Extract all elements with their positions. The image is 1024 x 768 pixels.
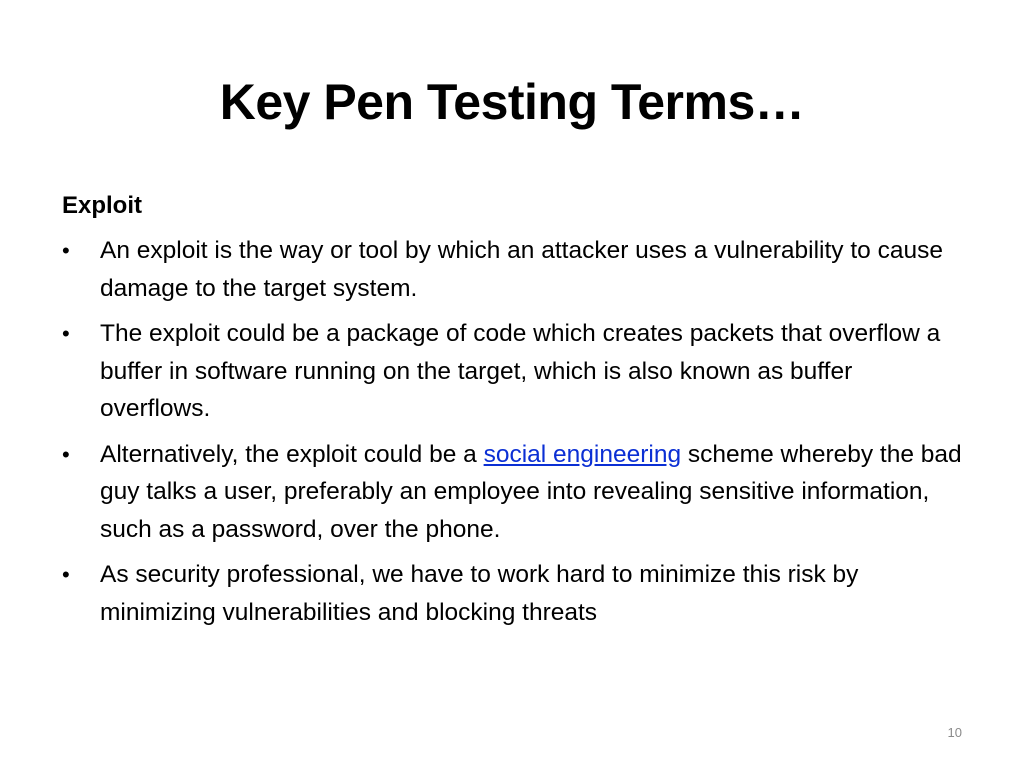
- bullet-item: [62, 436, 962, 549]
- bullet-item: [62, 556, 962, 631]
- bullet-text: The exploit could be a package of code which creates packets that overflow a buffer in software running on the target, which is also known as buffer overflows.: [100, 320, 941, 422]
- bullet-item: [62, 232, 962, 307]
- bullet-text: An exploit is the way or tool by which an attacker uses a vulnerability to cause damage to the target system.: [100, 237, 943, 302]
- bullet-text: As security professional, we have to work hard to minimize this risk by minimizing vulnerabilities and blocking threats: [100, 561, 859, 626]
- bullet-icon: •: [62, 321, 70, 346]
- social-engineering-link[interactable]: social engineering: [483, 440, 682, 468]
- bullet-text: [100, 441, 962, 543]
- bullet-icon: •: [62, 441, 70, 467]
- bullet-icon: •: [62, 562, 70, 587]
- bullet-text-after-link: scheme whereby the bad guy talks a user, preferably an employee into revealing sensitive information, such as a password, over the phone.: [100, 440, 962, 543]
- section-heading: Exploit: [62, 192, 143, 219]
- slide-title: Key Pen Testing Terms…: [219, 74, 805, 130]
- bullet-list: [62, 232, 962, 631]
- bullet-text-before-link: Alternatively, the exploit could be a: [100, 440, 484, 468]
- page-number: 10: [947, 725, 962, 740]
- bullet-icon: •: [62, 238, 70, 263]
- bullet-item: [62, 315, 962, 428]
- slide-body: [62, 188, 962, 639]
